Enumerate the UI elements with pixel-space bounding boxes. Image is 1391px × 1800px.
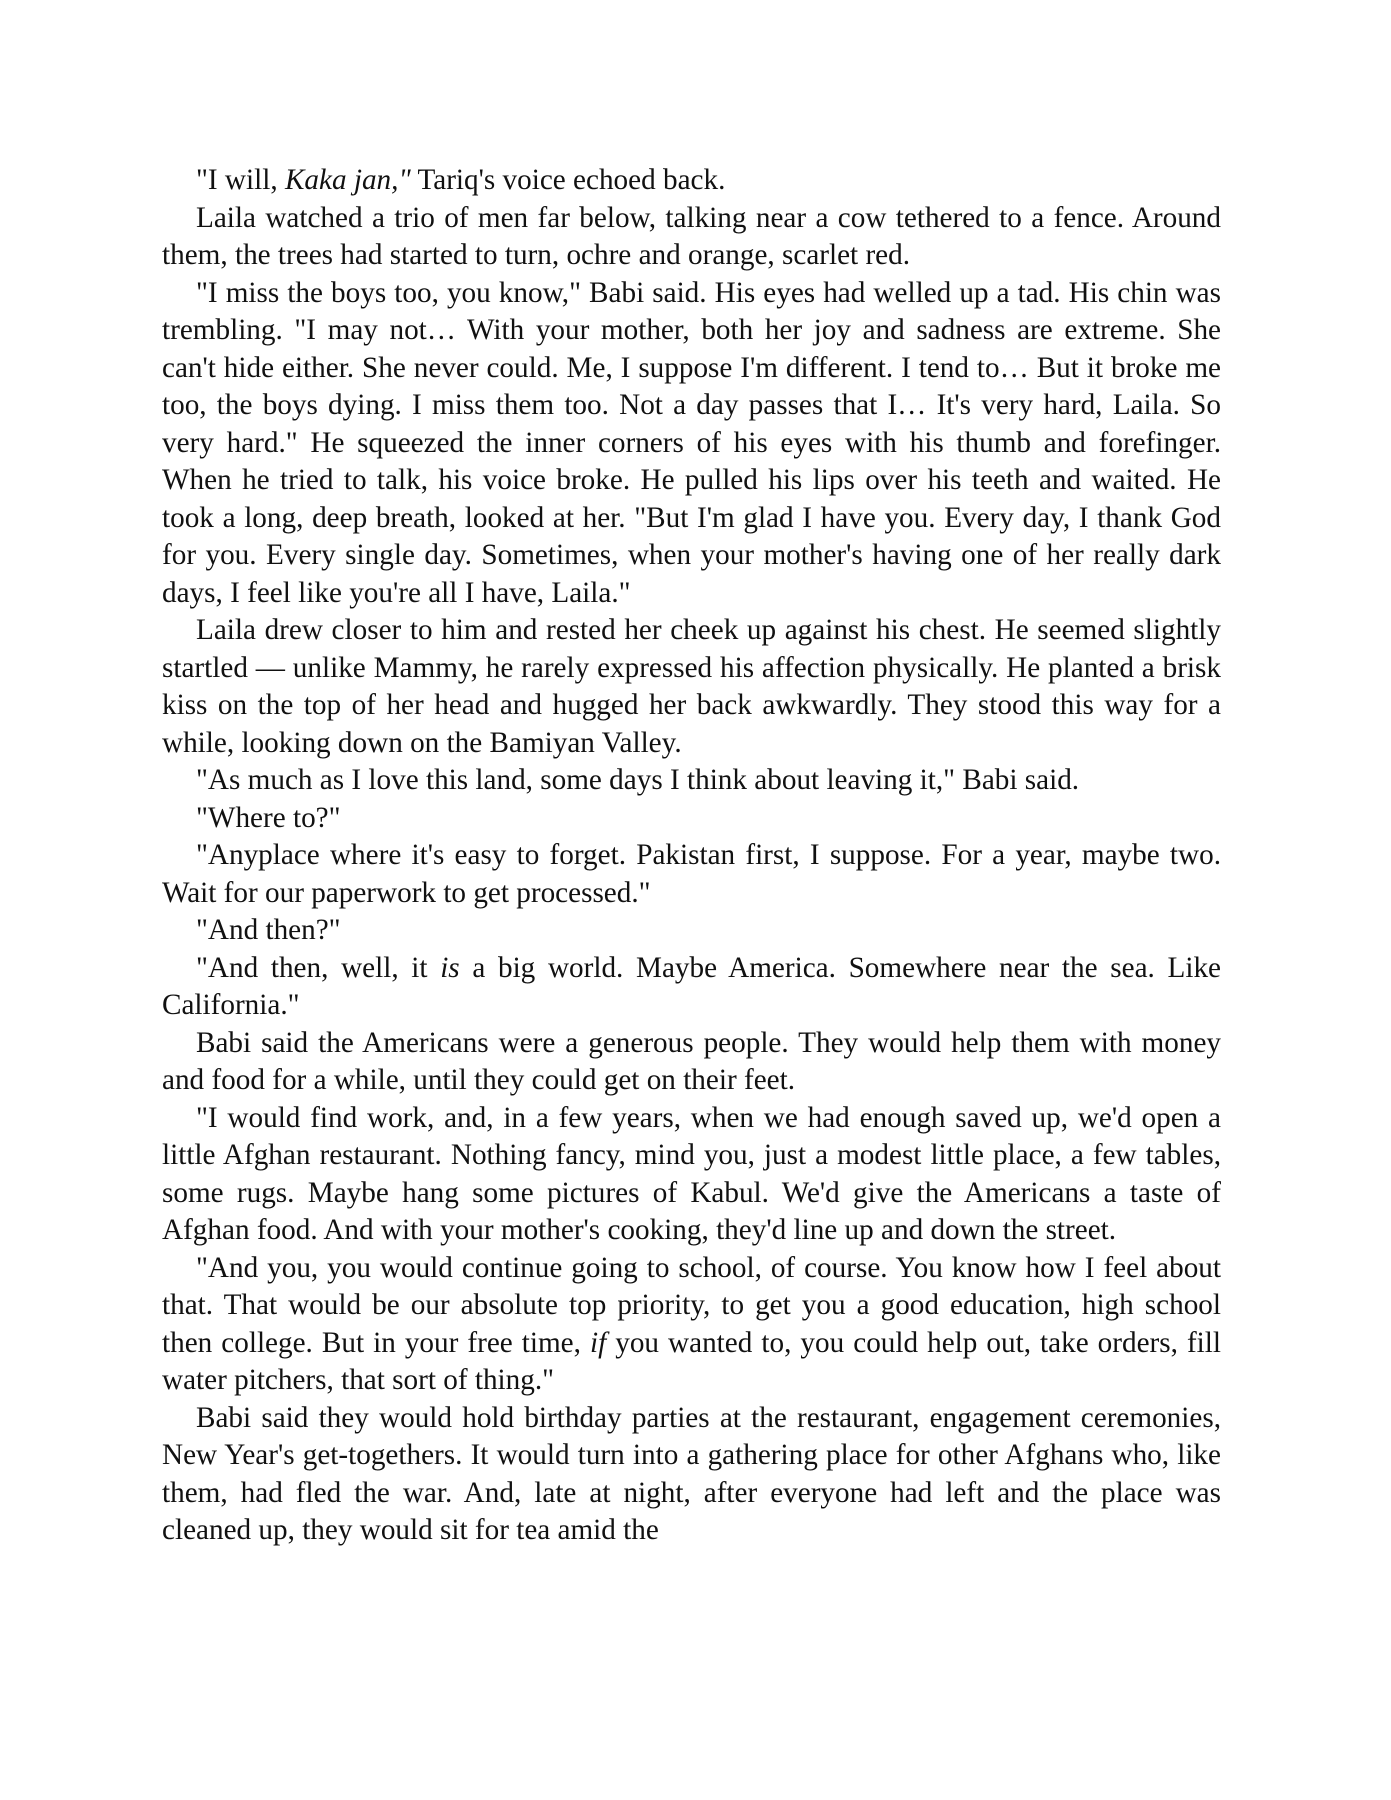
paragraph-2 — [162, 200, 1221, 275]
text-segment-italic: if — [589, 1326, 607, 1359]
text-segment: "And you, you would continue going to school, of course. You know how I feel about that. That would be our absolute top priority, to get you a good education, high school then college. But in your free time, — [162, 1251, 1221, 1359]
text-segment: a big world. Maybe America. Somewhere near the sea. Like California." — [162, 951, 1221, 1021]
book-page — [162, 162, 1221, 1550]
paragraph-4 — [162, 612, 1221, 762]
paragraph-6 — [162, 800, 1221, 838]
text-segment: "And then, well, it — [196, 951, 441, 984]
text-segment-italic: is — [440, 951, 460, 984]
text-segment: "Where to?" — [196, 801, 341, 834]
paragraph-7 — [162, 837, 1221, 912]
text-segment: "Anyplace where it's easy to forget. Pakistan first, I suppose. For a year, maybe two. Wait for our paperwork to get processed." — [162, 839, 1221, 909]
paragraph-12 — [162, 1250, 1221, 1400]
paragraph-10 — [162, 1025, 1221, 1100]
paragraph-1 — [162, 162, 1221, 200]
paragraph-5 — [162, 762, 1221, 800]
text-segment: "As much as I love this land, some days I think about leaving it," Babi said. — [196, 764, 1080, 796]
paragraph-9 — [162, 950, 1221, 1025]
text-segment: "And then?" — [196, 914, 341, 946]
paragraph-8 — [162, 912, 1221, 950]
text-segment: "I would find work, and, in a few years, when we had enough saved up, we'd open a little Afghan restaurant. Nothing fancy, mind you, just a modest little place, a few tables, some rugs. Maybe hang some pictures of Kabul. We'd give the Americans a taste of Afghan food. And with your mother's cooking, they'd line up and down the street. — [162, 1101, 1221, 1246]
paragraph-3 — [162, 275, 1221, 613]
paragraph-13 — [162, 1400, 1221, 1550]
text-segment: "I miss the boys too, you know," Babi said. His eyes had welled up a tad. His chin was trembling. "I may not… With your mother, both her joy and sadness are extreme. She can't hide either. She never could. Me, I suppose I'm different. I tend to… But it broke me too, the boys dying. I miss them too. Not a day passes that I… It's very hard, Laila. So very hard." He squeezed the inner corners of his eyes with his thumb and forefinger. When he tried to talk, his voice broke. He pulled his lips over his teeth and waited. He took a long, deep breath, looked at her. "But I'm glad I have you. Every day, I thank God for you. Every single day. Sometimes, when your mother's having one of her really dark days, I feel like you're all I have, Laila." — [162, 276, 1221, 609]
text-segment: Babi said the Americans were a generous people. They would help them with money and food for a while, until they could get on their feet. — [162, 1026, 1221, 1096]
text-segment: Tariq's voice echoed back. — [410, 164, 726, 196]
text-segment: "I will, — [196, 164, 285, 196]
text-segment: Laila drew closer to him and rested her cheek up against his chest. He seemed slightly startled — unlike Mammy, he rarely expressed his affection physically. He planted a brisk kiss on the top of her head and hugged her back awkwardly. They stood this way for a while, looking down on the Bamiyan Valley. — [162, 614, 1221, 759]
text-segment: you wanted to, you could help out, take orders, fill water pitchers, that sort of thing." — [162, 1326, 1222, 1396]
text-segment: Babi said they would hold birthday parties at the restaurant, engagement ceremonies, New Year's get-togethers. It would turn into a gathering place for other Afghans who, like them, had fled the war. And, late at night, after everyone had left and the place was cleaned up, they would sit for tea amid the — [162, 1401, 1221, 1546]
text-segment: Laila watched a trio of men far below, talking near a cow tethered to a fence. Around them, the trees had started to turn, ochre and orange, scarlet red. — [162, 201, 1221, 271]
paragraph-11 — [162, 1100, 1221, 1250]
text-segment-italic: Kaka jan," — [284, 164, 411, 196]
